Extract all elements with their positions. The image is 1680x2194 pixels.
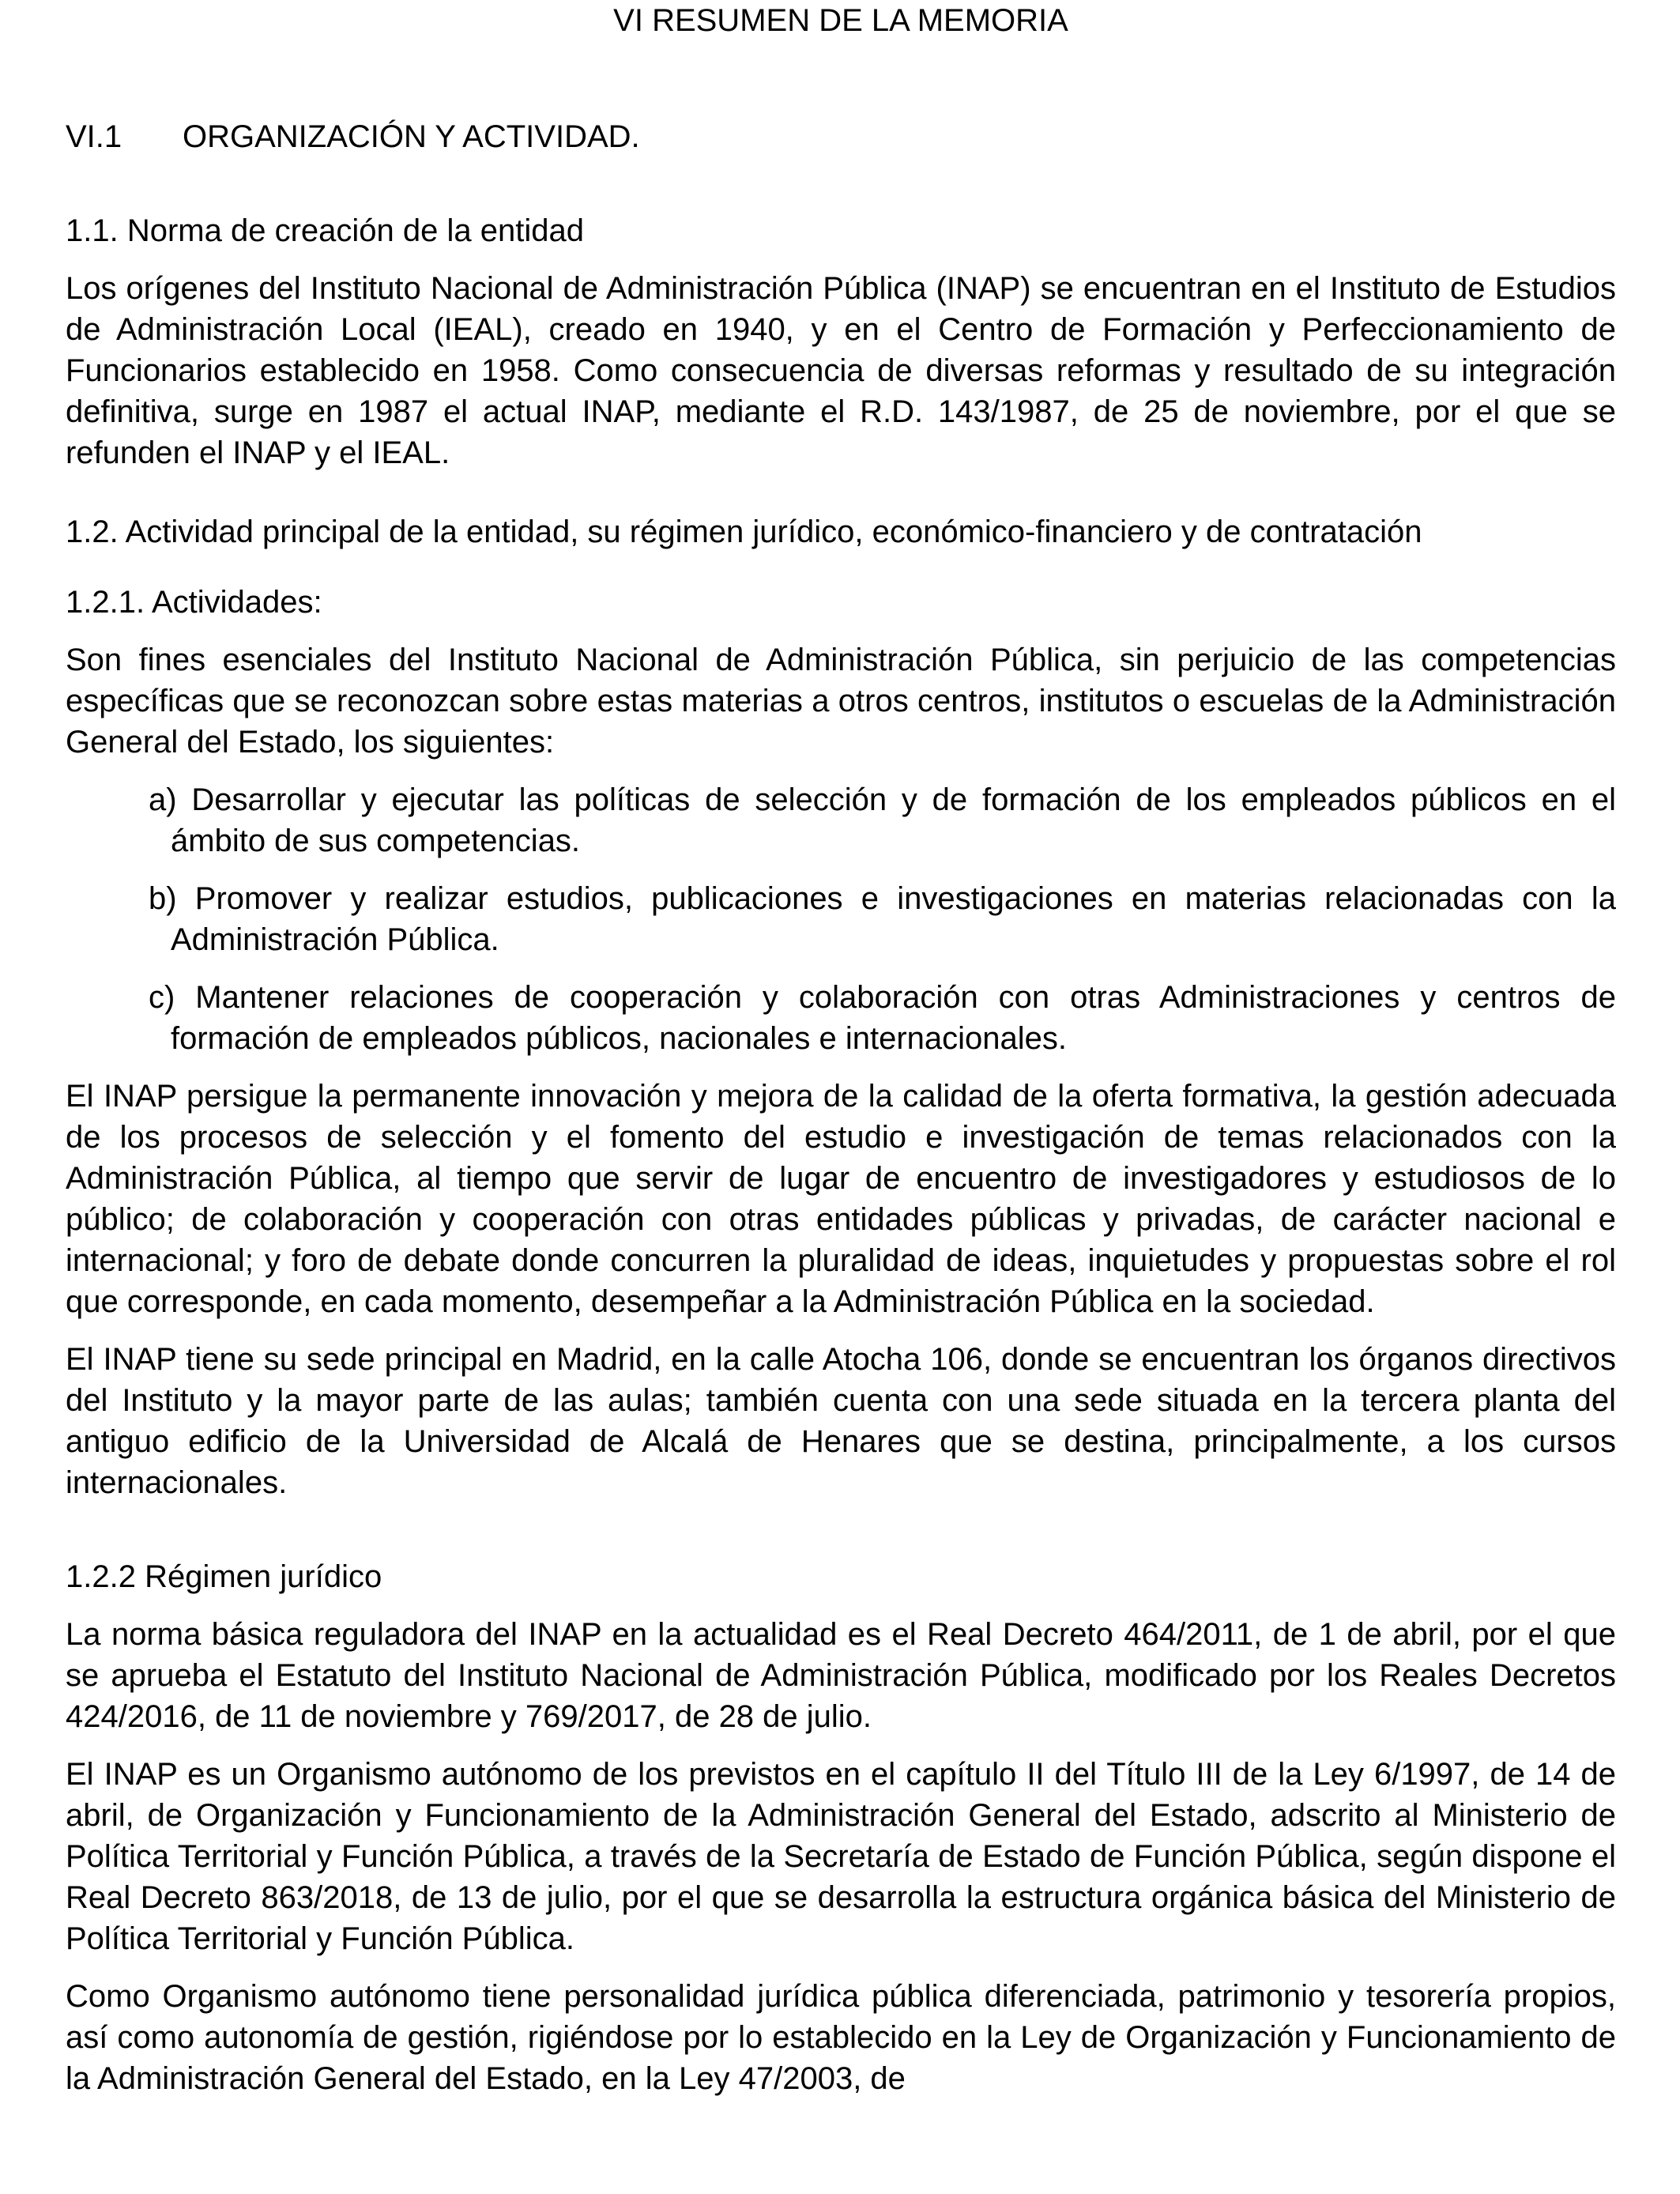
document-page [66,0,1616,2099]
section-heading [66,116,1616,157]
section-title: ORGANIZACIÓN Y ACTIVIDAD. [183,119,640,154]
page-title: VI RESUMEN DE LA MEMORIA [613,3,1068,38]
heading-1-2-2: 1.2.2 Régimen jurídico [66,1559,382,1594]
paragraph-1-2-2-second: El INAP es un Organismo autónomo de los previstos en el capítulo II del Título III de la Ley 6/1997, de 14 de abril, de Organización y Funcionamiento de la Administración General del Estado, adscrito al Ministerio de Política Territorial y Función Pública, a través de la Secretaría de Estado de Función Pública, según dispone el Real Decreto 863/2018, de 13 de julio, por el que se desarrolla la estructura orgánica básica del Ministerio de Política Territorial y Función Pública. [66,1757,1616,1956]
list-item: b) Promover y realizar estudios, publicaciones e investigaciones en materias relacionadas con la Administración Pública. [149,881,1616,957]
paragraph-1-2-2-first: La norma básica reguladora del INAP en la actualidad es el Real Decreto 464/2011, de 1 de abril, por el que se aprueba el Estatuto del Instituto Nacional de Administración Pública, modificado por los Reales Decretos 424/2016, de 11 de noviembre y 769/2017, de 28 de julio. [66,1617,1616,1734]
paragraph-1-2-2-third: Como Organismo autónomo tiene personalidad jurídica pública diferenciada, patrimonio y tesorería propios, así como autonomía de gestión, rigiéndose por lo establecido en la Ley de Organización y Funcionamiento de la Administración General del Estado, en la Ley 47/2003, de [66,1979,1616,2096]
paragraph-1-1: Los orígenes del Instituto Nacional de Administración Pública (INAP) se encuentran en el Instituto de Estudios de Administración Local (IEAL), creado en 1940, y en el Centro de Formación y Perfeccionamiento de Funcionarios establecido en 1958. Como consecuencia de diversas reformas y resultado de su integración definitiva, surge en 1987 el actual INAP, mediante el R.D. 143/1987, de 25 de noviembre, por el que se refunden el INAP y el IEAL. [66,271,1616,470]
paragraph-1-2-1-intro: Son fines esenciales del Instituto Nacional de Administración Pública, sin perjuicio de las competencias específicas que se reconozcan sobre estas materias a otros centros, institutos o escuelas de la Administración General del Estado, los siguientes: [66,643,1616,760]
paragraph-1-2-1-third: El INAP tiene su sede principal en Madrid, en la calle Atocha 106, donde se encuentran los órganos directivos del Instituto y la mayor parte de las aulas; también cuenta con una sede situada en la tercera planta del antiguo edificio de la Universidad de Alcalá de Henares que se destina, principalmente, a los cursos internacionales. [66,1342,1616,1500]
heading-1-1: 1.1. Norma de creación de la entidad [66,213,584,248]
heading-1-2: 1.2. Actividad principal de la entidad, su régimen jurídico, económico-financiero y de contratación [66,515,1422,549]
paragraph-1-2-1-second: El INAP persigue la permanente innovación y mejora de la calidad de la oferta formativa, la gestión adecuada de los procesos de selección y el fomento del estudio e investigación de temas relacionados con la Administración Pública, al tiempo que servir de lugar de encuentro de investigadores y estudiosos de lo público; de colaboración y cooperación con otras entidades públicas y privadas, de carácter nacional e internacional; y foro de debate donde concurren la pluralidad de ideas, inquietudes y propuestas sobre el rol que corresponde, en cada momento, desempeñar a la Administración Pública en la sociedad. [66,1079,1616,1319]
list-item: a) Desarrollar y ejecutar las políticas de selección y de formación de los empleados públicos en el ámbito de sus competencias. [149,782,1616,858]
fines-list [66,779,1616,1059]
list-item: c) Mantener relaciones de cooperación y colaboración con otras Administraciones y centros de formación de empleados públicos, nacionales e internacionales. [149,980,1616,1056]
section-number: VI.1 [66,119,122,154]
heading-1-2-1: 1.2.1. Actividades: [66,585,322,620]
